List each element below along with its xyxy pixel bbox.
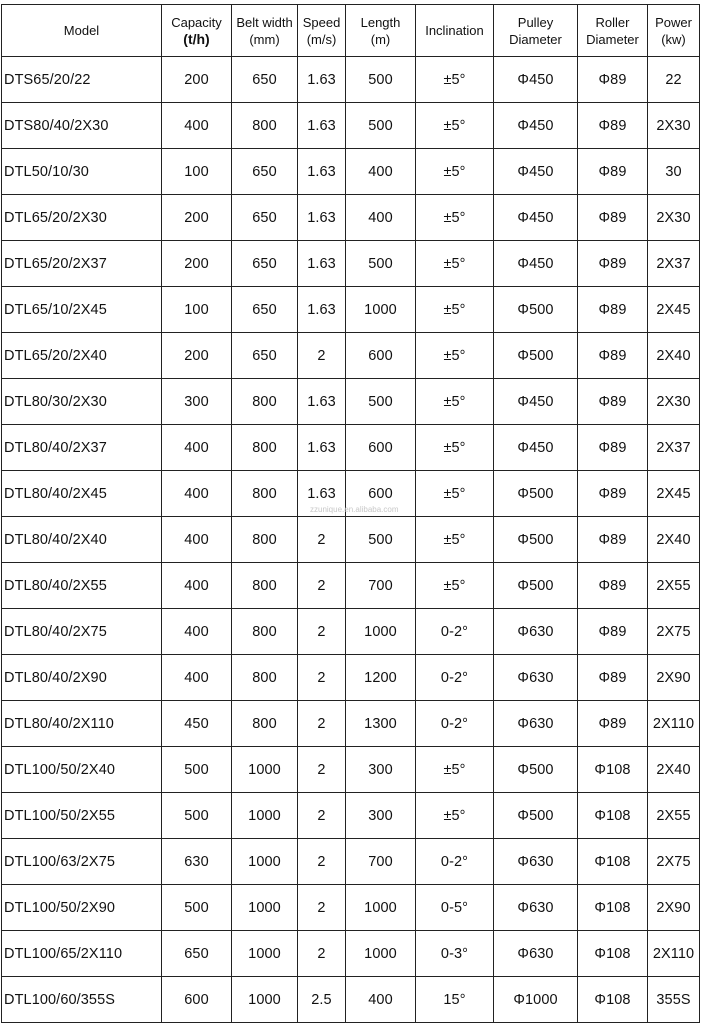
cell-roller-diameter: Φ108 xyxy=(578,885,648,931)
cell-power: 2X110 xyxy=(648,701,700,747)
cell-belt-width: 650 xyxy=(232,241,298,287)
cell-speed: 1.63 xyxy=(298,149,346,195)
cell-roller-diameter: Φ108 xyxy=(578,747,648,793)
cell-belt-width: 1000 xyxy=(232,977,298,1023)
cell-model: DTL50/10/30 xyxy=(2,149,162,195)
cell-speed: 2 xyxy=(298,333,346,379)
cell-roller-diameter: Φ108 xyxy=(578,793,648,839)
cell-capacity: 400 xyxy=(162,609,232,655)
cell-roller-diameter: Φ89 xyxy=(578,333,648,379)
cell-model: DTL65/20/2X37 xyxy=(2,241,162,287)
cell-model: DTL80/30/2X30 xyxy=(2,379,162,425)
cell-belt-width: 1000 xyxy=(232,839,298,885)
cell-power: 2X40 xyxy=(648,333,700,379)
cell-roller-diameter: Φ89 xyxy=(578,195,648,241)
cell-model: DTL80/40/2X90 xyxy=(2,655,162,701)
cell-length: 600 xyxy=(346,425,416,471)
cell-speed: 1.63 xyxy=(298,379,346,425)
table-row xyxy=(2,931,700,977)
cell-model: DTL65/20/2X40 xyxy=(2,333,162,379)
cell-length: 1000 xyxy=(346,931,416,977)
cell-speed: 2 xyxy=(298,517,346,563)
cell-power: 2X40 xyxy=(648,517,700,563)
cell-speed: 1.63 xyxy=(298,425,346,471)
header-label: Belt width xyxy=(236,14,293,30)
cell-inclination: ±5° xyxy=(416,747,494,793)
watermark: zzunique.en.alibaba.com xyxy=(310,505,399,514)
cell-inclination: ±5° xyxy=(416,149,494,195)
header-label: Inclination xyxy=(425,23,484,38)
cell-belt-width: 650 xyxy=(232,287,298,333)
cell-power: 2X75 xyxy=(648,839,700,885)
cell-capacity: 300 xyxy=(162,379,232,425)
cell-pulley-diameter: Φ500 xyxy=(494,563,578,609)
header-label: (kw) xyxy=(661,31,686,47)
cell-roller-diameter: Φ89 xyxy=(578,103,648,149)
cell-pulley-diameter: Φ1000 xyxy=(494,977,578,1023)
cell-belt-width: 1000 xyxy=(232,885,298,931)
header-label: Speed xyxy=(302,14,341,30)
table-row xyxy=(2,379,700,425)
header-label: Model xyxy=(63,23,100,38)
cell-speed: 2 xyxy=(298,701,346,747)
cell-capacity: 400 xyxy=(162,655,232,701)
cell-model: DTL80/40/2X40 xyxy=(2,517,162,563)
column-header-model xyxy=(2,5,162,57)
cell-capacity: 500 xyxy=(162,885,232,931)
header-row xyxy=(2,5,700,57)
cell-pulley-diameter: Φ450 xyxy=(494,195,578,241)
cell-inclination: ±5° xyxy=(416,103,494,149)
cell-model: DTL100/60/355S xyxy=(2,977,162,1023)
cell-power: 2X55 xyxy=(648,793,700,839)
cell-belt-width: 800 xyxy=(232,379,298,425)
cell-length: 400 xyxy=(346,195,416,241)
cell-belt-width: 800 xyxy=(232,609,298,655)
cell-roller-diameter: Φ89 xyxy=(578,701,648,747)
cell-speed: 2 xyxy=(298,563,346,609)
cell-capacity: 630 xyxy=(162,839,232,885)
cell-capacity: 200 xyxy=(162,195,232,241)
cell-speed: 2 xyxy=(298,655,346,701)
cell-pulley-diameter: Φ450 xyxy=(494,425,578,471)
spec-table-container xyxy=(1,4,700,1023)
cell-capacity: 450 xyxy=(162,701,232,747)
cell-power: 2X45 xyxy=(648,471,700,517)
cell-length: 1000 xyxy=(346,609,416,655)
cell-inclination: 0-5° xyxy=(416,885,494,931)
cell-belt-width: 1000 xyxy=(232,793,298,839)
column-header-speed xyxy=(298,5,346,57)
cell-capacity: 400 xyxy=(162,103,232,149)
cell-capacity: 400 xyxy=(162,425,232,471)
cell-roller-diameter: Φ108 xyxy=(578,931,648,977)
cell-inclination: 0-2° xyxy=(416,839,494,885)
cell-power: 2X30 xyxy=(648,195,700,241)
cell-belt-width: 800 xyxy=(232,517,298,563)
cell-length: 700 xyxy=(346,839,416,885)
cell-power: 2X30 xyxy=(648,379,700,425)
cell-length: 1300 xyxy=(346,701,416,747)
cell-inclination: ±5° xyxy=(416,57,494,103)
cell-model: DTL100/63/2X75 xyxy=(2,839,162,885)
table-row xyxy=(2,195,700,241)
table-row xyxy=(2,517,700,563)
cell-inclination: 15° xyxy=(416,977,494,1023)
header-label: (mm) xyxy=(249,31,280,47)
cell-model: DTS80/40/2X30 xyxy=(2,103,162,149)
cell-length: 700 xyxy=(346,563,416,609)
cell-speed: 1.63 xyxy=(298,287,346,333)
header-label: Pulley xyxy=(517,14,554,30)
cell-inclination: ±5° xyxy=(416,241,494,287)
cell-model: DTL80/40/2X37 xyxy=(2,425,162,471)
header-label: (m/s) xyxy=(306,31,337,47)
cell-model: DTL100/50/2X55 xyxy=(2,793,162,839)
cell-pulley-diameter: Φ500 xyxy=(494,287,578,333)
cell-roller-diameter: Φ89 xyxy=(578,287,648,333)
cell-power: 2X30 xyxy=(648,103,700,149)
header-label: (m) xyxy=(370,31,391,47)
cell-capacity: 650 xyxy=(162,931,232,977)
cell-inclination: 0-2° xyxy=(416,655,494,701)
cell-belt-width: 800 xyxy=(232,425,298,471)
cell-length: 400 xyxy=(346,977,416,1023)
cell-inclination: ±5° xyxy=(416,195,494,241)
cell-belt-width: 800 xyxy=(232,471,298,517)
cell-inclination: ±5° xyxy=(416,793,494,839)
cell-belt-width: 800 xyxy=(232,563,298,609)
cell-capacity: 100 xyxy=(162,287,232,333)
cell-inclination: ±5° xyxy=(416,379,494,425)
cell-roller-diameter: Φ89 xyxy=(578,655,648,701)
cell-speed: 2 xyxy=(298,747,346,793)
cell-pulley-diameter: Φ630 xyxy=(494,885,578,931)
cell-belt-width: 1000 xyxy=(232,747,298,793)
cell-model: DTL80/40/2X55 xyxy=(2,563,162,609)
cell-capacity: 400 xyxy=(162,563,232,609)
cell-model: DTL65/10/2X45 xyxy=(2,287,162,333)
cell-belt-width: 800 xyxy=(232,655,298,701)
cell-model: DTL80/40/2X110 xyxy=(2,701,162,747)
column-header-length xyxy=(346,5,416,57)
cell-power: 2X45 xyxy=(648,287,700,333)
cell-speed: 1.63 xyxy=(298,471,346,517)
cell-roller-diameter: Φ89 xyxy=(578,471,648,517)
cell-roller-diameter: Φ89 xyxy=(578,563,648,609)
cell-length: 600 xyxy=(346,471,416,517)
cell-pulley-diameter: Φ630 xyxy=(494,701,578,747)
cell-roller-diameter: Φ108 xyxy=(578,839,648,885)
cell-inclination: ±5° xyxy=(416,471,494,517)
cell-speed: 1.63 xyxy=(298,57,346,103)
cell-power: 2X110 xyxy=(648,931,700,977)
cell-pulley-diameter: Φ630 xyxy=(494,931,578,977)
table-row xyxy=(2,655,700,701)
cell-pulley-diameter: Φ450 xyxy=(494,379,578,425)
column-header-pulley-diameter xyxy=(494,5,578,57)
table-row xyxy=(2,425,700,471)
cell-capacity: 400 xyxy=(162,471,232,517)
cell-model: DTS65/20/22 xyxy=(2,57,162,103)
cell-length: 500 xyxy=(346,517,416,563)
cell-length: 1000 xyxy=(346,287,416,333)
header-label: Length xyxy=(360,14,401,30)
cell-length: 300 xyxy=(346,793,416,839)
table-header xyxy=(2,5,700,57)
table-row xyxy=(2,57,700,103)
cell-pulley-diameter: Φ450 xyxy=(494,149,578,195)
cell-capacity: 200 xyxy=(162,333,232,379)
cell-capacity: 200 xyxy=(162,57,232,103)
cell-length: 500 xyxy=(346,57,416,103)
cell-length: 300 xyxy=(346,747,416,793)
cell-speed: 1.63 xyxy=(298,103,346,149)
column-header-capacity xyxy=(162,5,232,57)
table-row xyxy=(2,287,700,333)
cell-power: 2X90 xyxy=(648,885,700,931)
table-row xyxy=(2,609,700,655)
cell-capacity: 500 xyxy=(162,793,232,839)
header-label: Roller xyxy=(595,14,630,30)
cell-pulley-diameter: Φ450 xyxy=(494,57,578,103)
cell-inclination: ±5° xyxy=(416,333,494,379)
cell-speed: 2.5 xyxy=(298,977,346,1023)
header-unit: (t/h) xyxy=(183,30,210,47)
cell-roller-diameter: Φ89 xyxy=(578,609,648,655)
cell-model: DTL100/65/2X110 xyxy=(2,931,162,977)
cell-belt-width: 650 xyxy=(232,333,298,379)
cell-speed: 2 xyxy=(298,839,346,885)
cell-model: DTL80/40/2X45 xyxy=(2,471,162,517)
cell-belt-width: 650 xyxy=(232,57,298,103)
cell-inclination: 0-3° xyxy=(416,931,494,977)
table-row xyxy=(2,149,700,195)
cell-speed: 1.63 xyxy=(298,195,346,241)
cell-model: DTL80/40/2X75 xyxy=(2,609,162,655)
cell-inclination: ±5° xyxy=(416,287,494,333)
cell-power: 2X37 xyxy=(648,241,700,287)
table-row xyxy=(2,333,700,379)
cell-belt-width: 650 xyxy=(232,195,298,241)
cell-speed: 2 xyxy=(298,793,346,839)
cell-power: 2X40 xyxy=(648,747,700,793)
cell-capacity: 500 xyxy=(162,747,232,793)
table-row xyxy=(2,563,700,609)
cell-pulley-diameter: Φ630 xyxy=(494,609,578,655)
cell-model: DTL100/50/2X40 xyxy=(2,747,162,793)
cell-length: 500 xyxy=(346,103,416,149)
cell-inclination: 0-2° xyxy=(416,701,494,747)
cell-roller-diameter: Φ89 xyxy=(578,517,648,563)
table-row xyxy=(2,471,700,517)
cell-pulley-diameter: Φ500 xyxy=(494,793,578,839)
table-row xyxy=(2,839,700,885)
cell-length: 400 xyxy=(346,149,416,195)
cell-pulley-diameter: Φ500 xyxy=(494,517,578,563)
table-row xyxy=(2,793,700,839)
cell-length: 1200 xyxy=(346,655,416,701)
cell-power: 2X75 xyxy=(648,609,700,655)
cell-capacity: 100 xyxy=(162,149,232,195)
cell-belt-width: 650 xyxy=(232,149,298,195)
cell-roller-diameter: Φ89 xyxy=(578,149,648,195)
cell-model: DTL100/50/2X90 xyxy=(2,885,162,931)
cell-roller-diameter: Φ89 xyxy=(578,57,648,103)
cell-pulley-diameter: Φ500 xyxy=(494,471,578,517)
cell-inclination: ±5° xyxy=(416,517,494,563)
cell-capacity: 400 xyxy=(162,517,232,563)
cell-roller-diameter: Φ108 xyxy=(578,977,648,1023)
cell-model: DTL65/20/2X30 xyxy=(2,195,162,241)
cell-belt-width: 800 xyxy=(232,103,298,149)
cell-inclination: ±5° xyxy=(416,563,494,609)
table-body xyxy=(2,57,700,1023)
cell-inclination: 0-2° xyxy=(416,609,494,655)
cell-power: 355S xyxy=(648,977,700,1023)
cell-capacity: 200 xyxy=(162,241,232,287)
header-label: Power xyxy=(655,14,692,30)
table-row xyxy=(2,103,700,149)
cell-pulley-diameter: Φ630 xyxy=(494,655,578,701)
cell-power: 22 xyxy=(648,57,700,103)
cell-power: 2X90 xyxy=(648,655,700,701)
table-row xyxy=(2,701,700,747)
cell-speed: 2 xyxy=(298,931,346,977)
conveyor-spec-table xyxy=(1,4,700,1023)
table-row xyxy=(2,747,700,793)
cell-inclination: ±5° xyxy=(416,425,494,471)
cell-roller-diameter: Φ89 xyxy=(578,241,648,287)
header-label: Diameter xyxy=(586,31,639,47)
cell-speed: 2 xyxy=(298,885,346,931)
cell-power: 30 xyxy=(648,149,700,195)
table-row xyxy=(2,885,700,931)
cell-pulley-diameter: Φ500 xyxy=(494,333,578,379)
header-label: Diameter xyxy=(509,31,562,47)
cell-capacity: 600 xyxy=(162,977,232,1023)
table-row xyxy=(2,977,700,1023)
cell-belt-width: 800 xyxy=(232,701,298,747)
table-row xyxy=(2,241,700,287)
cell-speed: 1.63 xyxy=(298,241,346,287)
cell-power: 2X37 xyxy=(648,425,700,471)
cell-pulley-diameter: Φ500 xyxy=(494,747,578,793)
column-header-inclination xyxy=(416,5,494,57)
column-header-belt-width xyxy=(232,5,298,57)
cell-pulley-diameter: Φ450 xyxy=(494,103,578,149)
cell-pulley-diameter: Φ630 xyxy=(494,839,578,885)
cell-power: 2X55 xyxy=(648,563,700,609)
column-header-roller-diameter xyxy=(578,5,648,57)
cell-speed: 2 xyxy=(298,609,346,655)
header-label: Capacity xyxy=(171,14,222,30)
cell-length: 600 xyxy=(346,333,416,379)
cell-pulley-diameter: Φ450 xyxy=(494,241,578,287)
cell-length: 500 xyxy=(346,241,416,287)
cell-length: 1000 xyxy=(346,885,416,931)
cell-roller-diameter: Φ89 xyxy=(578,425,648,471)
cell-belt-width: 1000 xyxy=(232,931,298,977)
cell-length: 500 xyxy=(346,379,416,425)
column-header-power xyxy=(648,5,700,57)
cell-roller-diameter: Φ89 xyxy=(578,379,648,425)
